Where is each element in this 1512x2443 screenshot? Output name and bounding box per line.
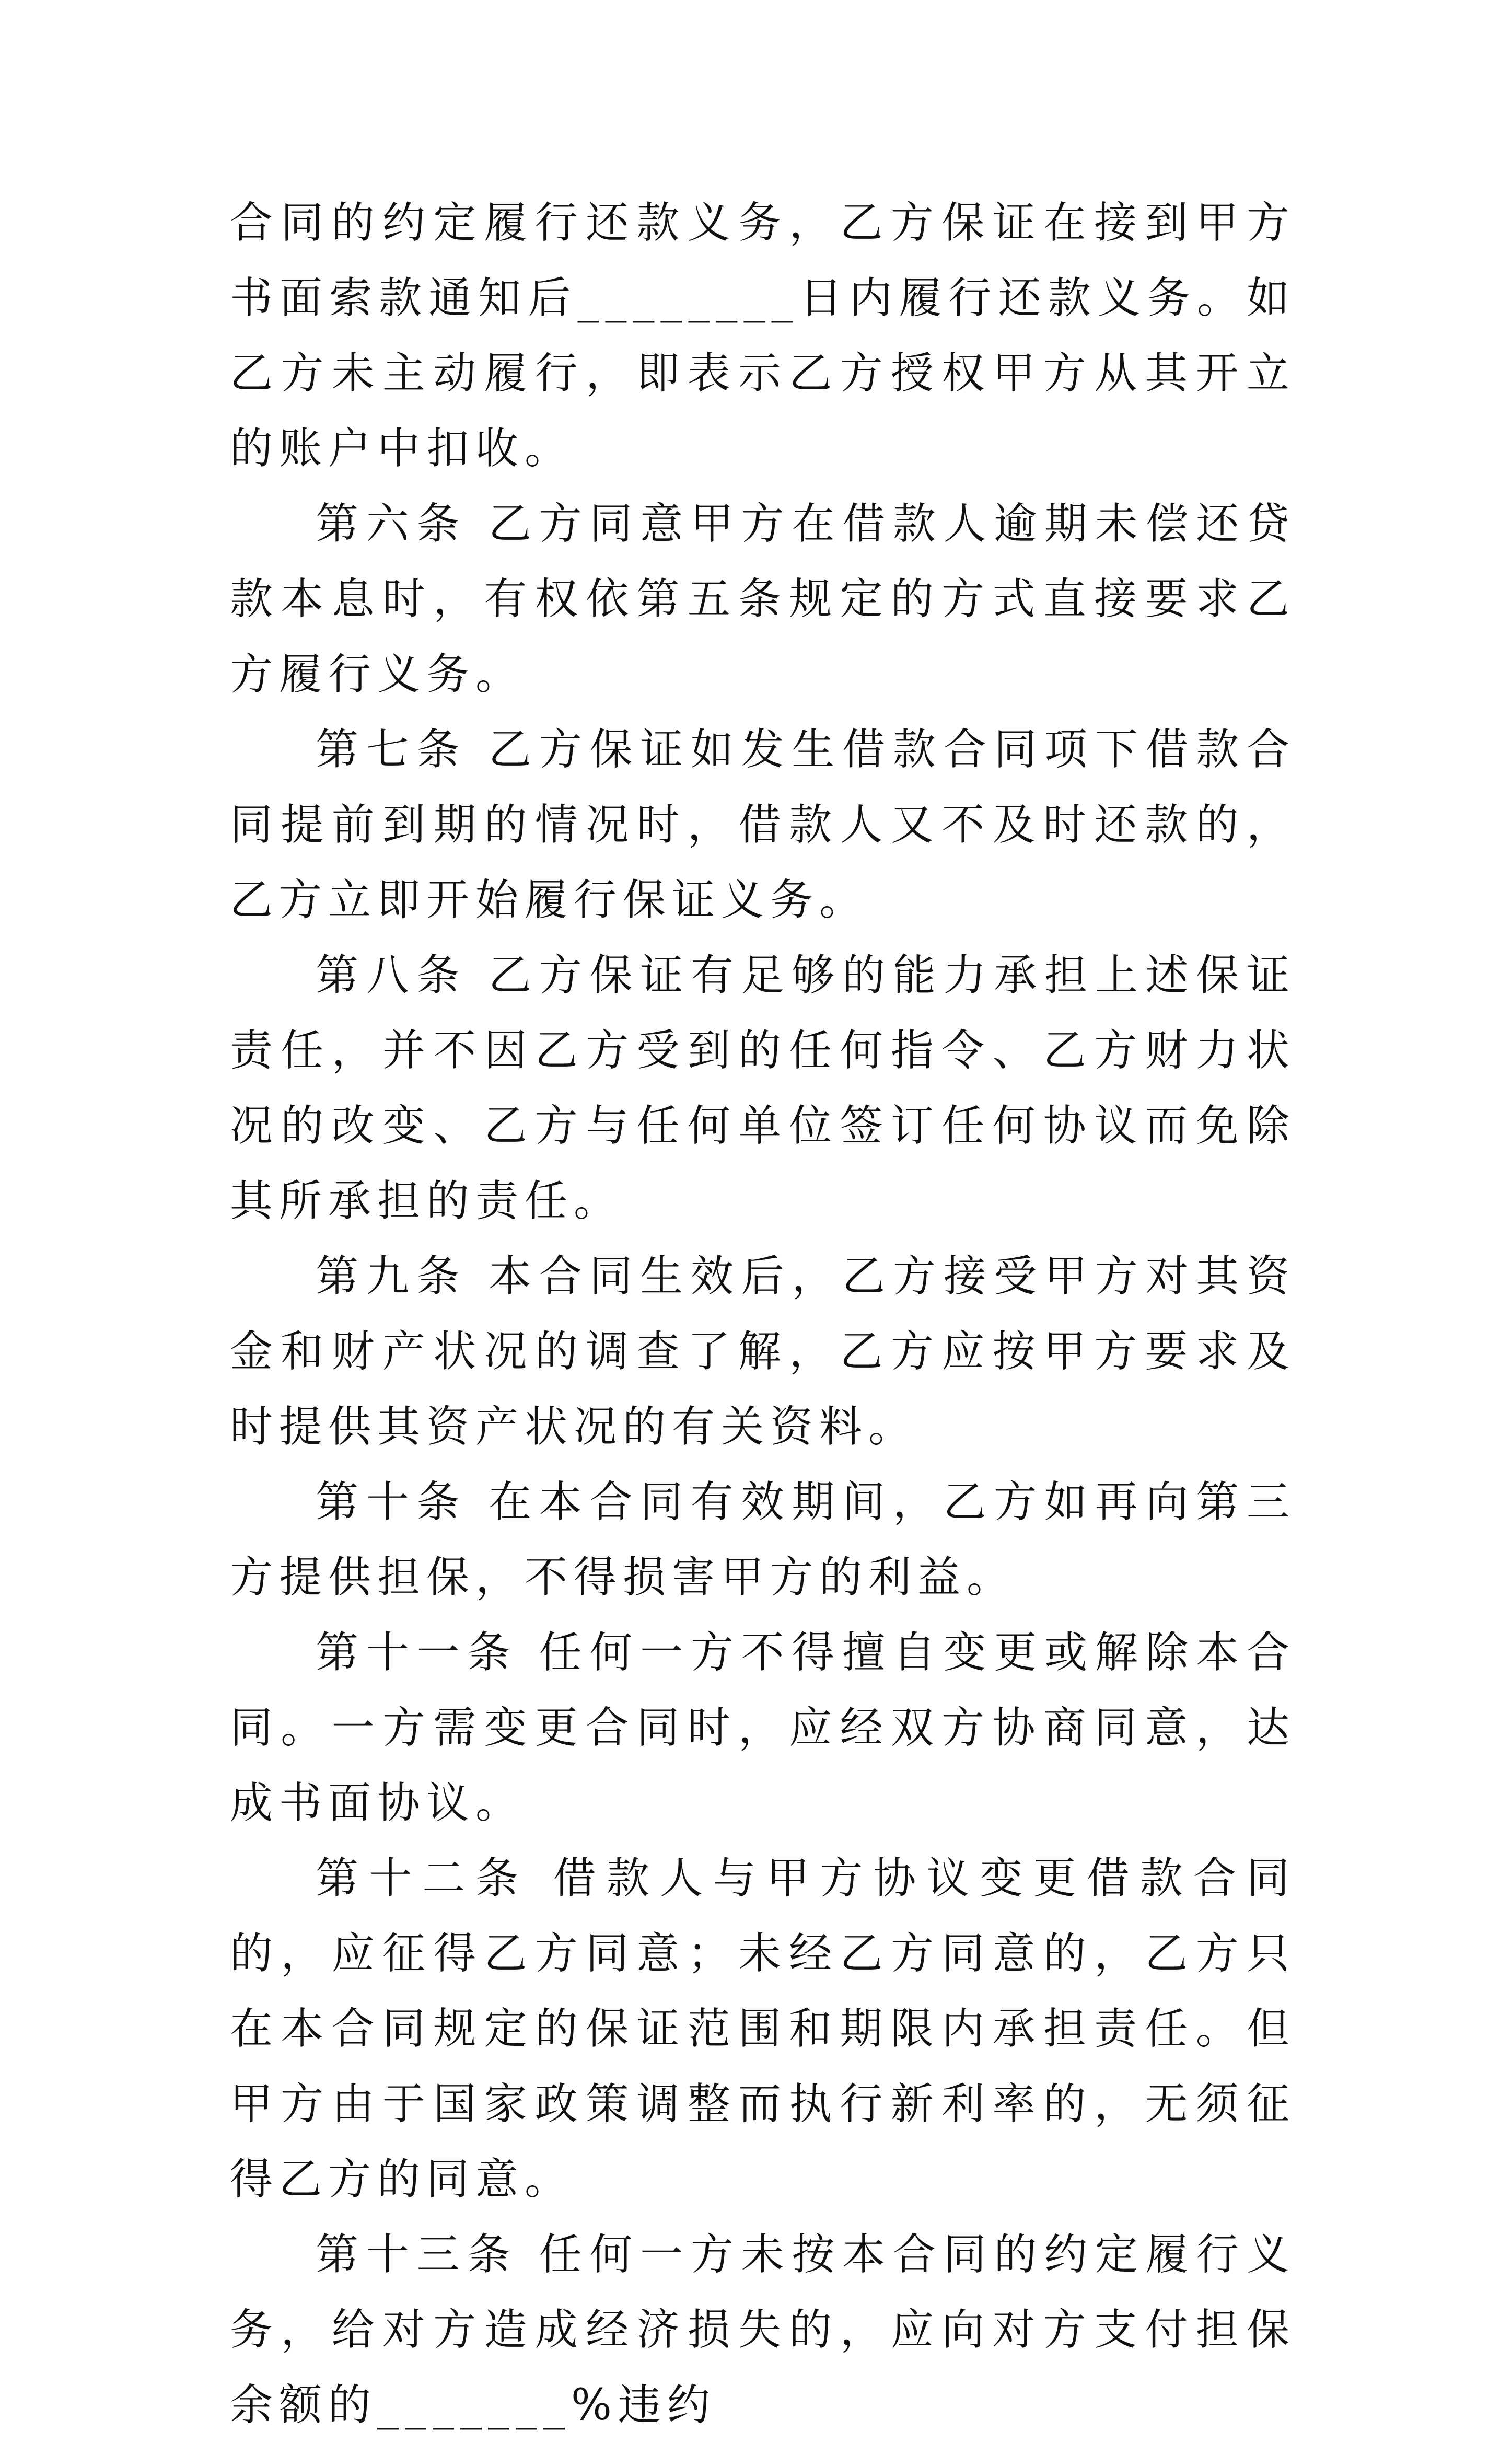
paragraph-article-7: 第七条 乙方保证如发生借款合同项下借款合同提前到期的情况时，借款人又不及时还款的，乙方立即开始履行保证义务。	[230, 725, 1296, 925]
paragraph-article-12: 第十二条 借款人与甲方协议变更借款合同的，应征得乙方同意；未经乙方同意的，乙方只在本合同规定的保证范围和期限内承担责任。但甲方由于国家政策调整而执行新利率的，无须征得乙方的同意。	[230, 1854, 1296, 2204]
document-body	[230, 186, 1296, 2443]
paragraph-article-9: 第九条 本合同生效后，乙方接受甲方对其资金和财产状况的调查了解，乙方应按甲方要求及时提供其资产状况的有关资料。	[230, 1252, 1296, 1452]
paragraph-article-11: 第十一条 任何一方不得擅自变更或解除本合同。一方需变更合同时，应经双方协商同意，达成书面协议。	[230, 1628, 1296, 1828]
paragraph-article-8: 第八条 乙方保证有足够的能力承担上述保证责任，并不因乙方受到的任何指令、乙方财力状况的改变、乙方与任何单位签订任何协议而免除其所承担的责任。	[230, 951, 1296, 1226]
paragraph-article-10: 第十条 在本合同有效期间，乙方如再向第三方提供担保，不得损害甲方的利益。	[230, 1477, 1296, 1602]
paragraph-continuation: 合同的约定履行还款义务，乙方保证在接到甲方书面索款通知后________日内履行还款义务。如乙方未主动履行，即表示乙方授权甲方从其开立的账户中扣收。	[230, 198, 1296, 473]
paragraph-article-13: 第十三条 任何一方未按本合同的约定履行义务，给对方造成经济损失的，应向对方支付担保余额的_______%违约	[230, 2230, 1296, 2430]
paragraph-article-6: 第六条 乙方同意甲方在借款人逾期未偿还贷款本息时，有权依第五条规定的方式直接要求乙方履行义务。	[230, 499, 1296, 699]
